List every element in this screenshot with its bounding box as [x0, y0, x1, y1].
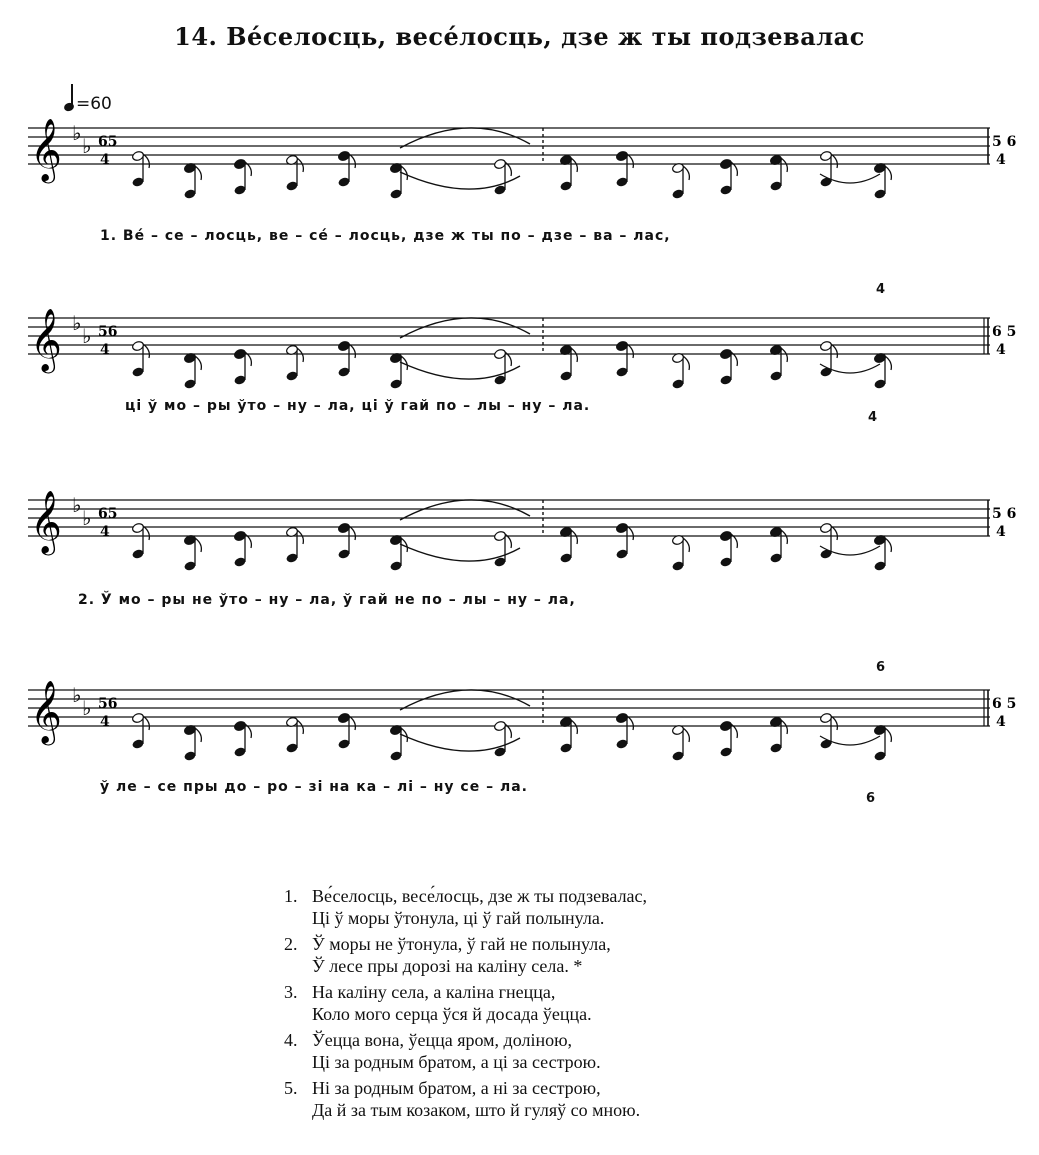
note-flag — [143, 716, 149, 730]
slur — [400, 690, 530, 710]
time-signature-top: 56 — [98, 324, 118, 340]
note-flag — [781, 348, 787, 362]
note-flag — [195, 728, 201, 742]
verse-item: 4. Ўеццa вона, ўеццa яром, доліною, Ці за родным братом, а ці за сестрою. — [284, 1030, 601, 1072]
tempo-value: =60 — [76, 94, 112, 114]
slur — [400, 318, 530, 338]
note-flag — [571, 530, 577, 544]
note-flag — [297, 158, 303, 172]
note-flag — [143, 154, 149, 168]
treble-clef-icon: 𝄞 — [30, 490, 62, 553]
verse-item: 3. На каліну села, а каліна гнецца, Коло мого серца ўся й досада ўеццa. — [284, 982, 592, 1024]
time-signature-top: 6 5 — [992, 324, 1017, 340]
time-signature-bottom: 4 — [100, 342, 110, 358]
note-flag — [571, 720, 577, 734]
note-flag — [143, 344, 149, 358]
lyric-line-3: 2. Ў мо – ры не ўто – ну – ла, ў гай не по – лы – ну – ла, — [78, 592, 576, 608]
slur — [400, 500, 530, 520]
verse-item: 2. Ў моры не ўтонула, ў гай не полынула, Ў лесе пры дорозі на каліну села. * — [284, 934, 611, 976]
time-signature-bottom: 4 — [996, 714, 1006, 730]
fingering-mark: 6 — [876, 660, 887, 675]
note-flag — [571, 158, 577, 172]
slur — [400, 128, 530, 148]
note-flag — [195, 538, 201, 552]
flat-icon: ♭ — [72, 311, 82, 335]
verse-item: 1. Ве́селосць, весе́лосць, дзе ж ты подзевалас, Ці ў моры ўтонула, ці ў гай полынула. — [284, 886, 648, 928]
time-signature-top: 65 — [98, 134, 118, 150]
treble-clef-icon: 𝄞 — [30, 680, 62, 743]
flat-icon: ♭ — [82, 134, 92, 158]
note-flag — [349, 716, 355, 730]
note-flag — [781, 158, 787, 172]
time-signature-top: 5 6 — [992, 134, 1017, 150]
note-flag — [683, 166, 689, 180]
note-flag — [195, 356, 201, 370]
note-flag — [297, 720, 303, 734]
staff-systems — [28, 118, 1016, 762]
note-flag — [627, 716, 633, 730]
note-flag — [885, 166, 891, 180]
lyric-line-4: ў ле – се пры до – ро – зі на ка – лі – ну се – ла. — [100, 779, 528, 795]
note-flag — [571, 348, 577, 362]
time-signature-bottom: 4 — [100, 714, 110, 730]
note-flag — [781, 530, 787, 544]
song-title: 14. Ве́селосць, весе́лосць, дзе ж ты подзевалас — [174, 22, 865, 51]
fingering-mark: 4 — [868, 410, 879, 425]
note-flag — [297, 348, 303, 362]
treble-clef-icon: 𝄞 — [30, 118, 62, 181]
note-flag — [297, 530, 303, 544]
flat-icon: ♭ — [82, 506, 92, 530]
time-signature-top: 6 5 — [992, 696, 1017, 712]
flat-icon: ♭ — [82, 696, 92, 720]
note-flag — [349, 154, 355, 168]
flat-icon: ♭ — [82, 324, 92, 348]
time-signature-bottom: 4 — [996, 342, 1006, 358]
note-flag — [683, 538, 689, 552]
verse-list — [284, 885, 924, 1125]
time-signature-top: 65 — [98, 506, 118, 522]
flat-icon: ♭ — [72, 493, 82, 517]
note-flag — [885, 356, 891, 370]
time-signature-top: 56 — [98, 696, 118, 712]
note-flag — [831, 344, 837, 358]
time-signature-top: 5 6 — [992, 506, 1017, 522]
note-flag — [627, 526, 633, 540]
note-flag — [627, 344, 633, 358]
time-signature-bottom: 4 — [996, 152, 1006, 168]
note-flag — [831, 526, 837, 540]
note-flag — [683, 728, 689, 742]
time-signature-bottom: 4 — [100, 152, 110, 168]
note-flag — [831, 154, 837, 168]
time-signature-bottom: 4 — [996, 524, 1006, 540]
fingering-mark: 6 — [866, 791, 877, 806]
time-signature-bottom: 4 — [100, 524, 110, 540]
note-flag — [143, 526, 149, 540]
flat-icon: ♭ — [72, 121, 82, 145]
note-flag — [349, 526, 355, 540]
treble-clef-icon: 𝄞 — [30, 308, 62, 371]
flat-icon: ♭ — [72, 683, 82, 707]
note-flag — [831, 716, 837, 730]
lyric-line-2: ці ў мо – ры ўто – ну – ла, ці ў гай по – лы – ну – ла. — [125, 398, 591, 414]
verse-item: 5. Ні за родным братом, а ні за сестрою, Да й за тым козаком, што й гуляў со мною. — [284, 1078, 641, 1120]
note-flag — [781, 720, 787, 734]
note-flag — [349, 344, 355, 358]
note-flag — [195, 166, 201, 180]
note-flag — [683, 356, 689, 370]
note-flag — [627, 154, 633, 168]
lyric-line-1: 1. Ве́ – се – лосць, ве – се́ – лосць, дзе ж ты по – дзе – ва – лас, — [100, 228, 671, 244]
note-flag — [885, 728, 891, 742]
note-flag — [885, 538, 891, 552]
fingering-mark: 4 — [876, 282, 887, 297]
